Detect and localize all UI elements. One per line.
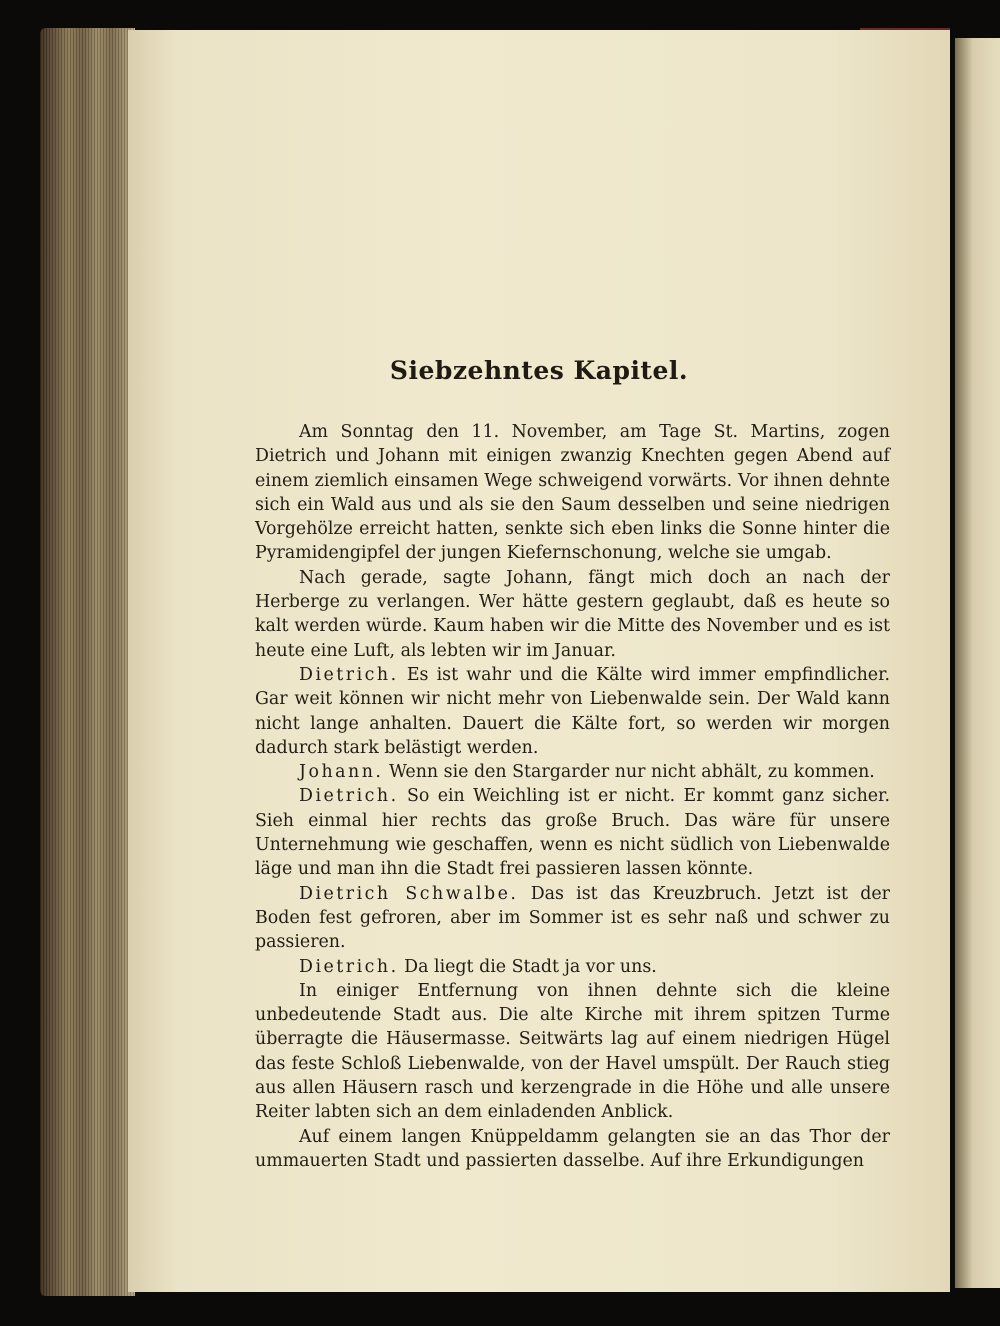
paragraph-text: Wenn sie den Stargarder nur nicht abhält, zu kommen. [383,762,875,783]
book-page-edges [40,28,135,1296]
paragraph [255,420,890,566]
paragraph [255,784,890,881]
paragraph [255,979,890,1125]
speaker-name: Dietrich. [299,664,399,685]
paragraph-text: Am Sonntag den 11. November, am Tage St. Martins, zogen Dietrich und Johann mit einigen zwanzig Knechten gegen Abend auf einem ziemlich einsamen Wege schweigend vorwärts. Vor ihnen dehnte sich ein Wald aus und als sie den Saum desselben und seine niedrigen Vorgehölze erreicht hatten, senkte sich eben links die Sonne hinter die Pyramidengipfel der jungen Kiefernschonung, welche sie umgab. [255,422,890,564]
speaker-name: Dietrich. [299,956,399,977]
paragraph [255,663,890,760]
paragraph-text: Auf einem langen Knüppeldamm gelangten sie an das Thor der ummauerten Stadt und passierten dasselbe. Auf ihre Erkundigungen [255,1126,890,1171]
paragraph [255,882,890,955]
paragraph [255,955,890,979]
paragraph [255,566,890,663]
paragraph-text: Nach gerade, sagte Johann, fängt mich doch an nach der Herberge zu verlangen. Wer hätte gestern geglaubt, daß es heute so kalt werden würde. Kaum haben wir die Mitte des November und es ist heute eine Luft, als lebten wir im Januar. [255,567,890,661]
paragraph [255,760,890,784]
next-page-edge [955,38,1000,1288]
page-body [255,420,890,1173]
paragraph-text: Da liegt die Stadt ja vor uns. [398,956,657,977]
paragraph [255,1125,890,1174]
paragraph-text: So ein Weichling ist er nicht. Er kommt ganz sicher. Sieh einmal hier rechts das große Bruch. Das wäre für unsere Unternehmung wie geschaffen, wenn es nicht südlich von Liebenwalde läge und man ihn die Stadt frei passieren lassen könnte. [255,786,890,880]
chapter-title: Siebzehntes Kapitel. [389,356,689,385]
speaker-name: Dietrich. [299,786,399,807]
speaker-name: Johann. [299,762,384,783]
speaker-name: Dietrich Schwalbe. [299,883,519,904]
paragraph-text: Das ist das Kreuzbruch. Jetzt ist der Boden fest gefroren, aber im Sommer ist es sehr naß und schwer zu passieren. [255,883,890,953]
paragraph-text: Es ist wahr und die Kälte wird immer empfindlicher. Gar weit können wir nicht mehr von Liebenwalde sein. Der Wald kann nicht lange anhalten. Dauert die Kälte fort, so werden wir morgen dadurch stark belästigt werden. [255,664,890,758]
paragraph-text: In einiger Entfernung von ihnen dehnte sich die kleine unbedeutende Stadt aus. Die alte Kirche mit ihrem spitzen Turme überragte die Häusermasse. Seitwärts lag auf einem niedrigen Hügel das feste Schloß Liebenwalde, von der Havel umspült. Der Rauch stieg aus allen Häusern rasch und kerzengrade in die Höhe und alle unsere Reiter labten sich an dem einladenden Anblick. [255,980,890,1123]
